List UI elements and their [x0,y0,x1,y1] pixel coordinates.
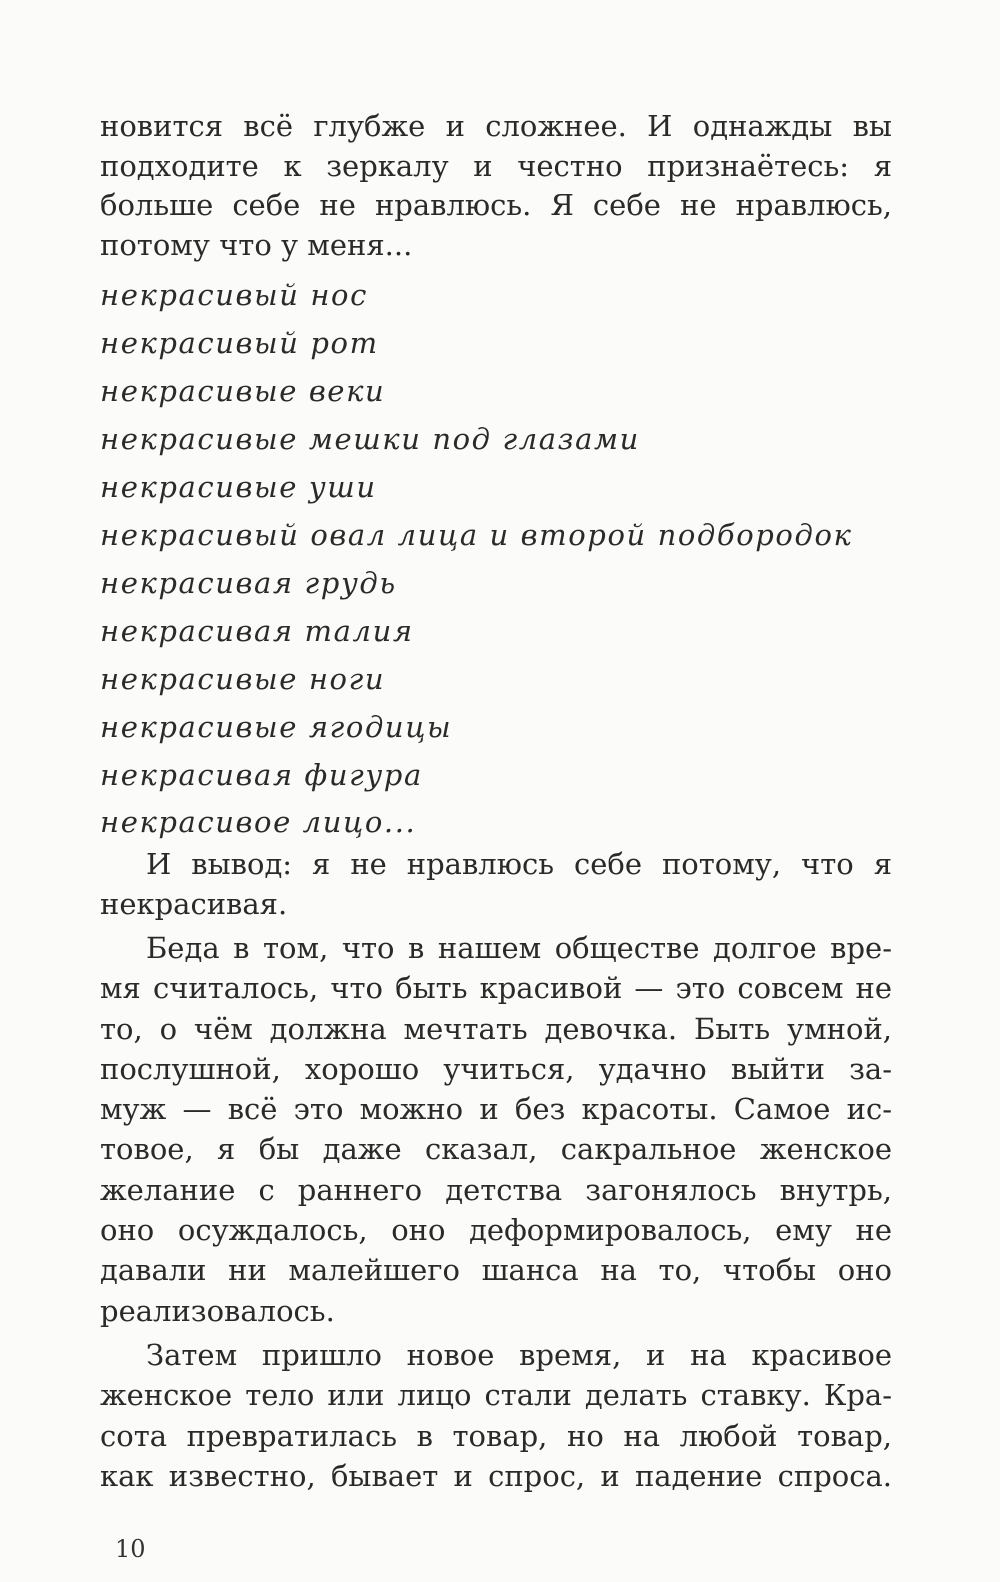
page-number: 10 [115,1535,146,1563]
list-item: некрасивые уши [100,470,377,504]
text-line: Беда в том, что в нашем обществе долгое вре- [146,931,892,965]
list-item: некрасивый овал лица и второй подбородок [100,518,853,552]
text-line: желание с раннего детства загонялось внутрь, [100,1172,892,1207]
text-line: давали ни малейшего шанса на то, чтобы оно [100,1253,892,1288]
intro-paragraph [100,107,892,265]
text-line: то, о чём должна мечтать девочка. Быть умной, [100,1011,892,1046]
conclusion-paragraph [100,845,892,924]
text-line: оно осуждалось, оно деформировалось, ему не [100,1213,892,1248]
italic-list [100,271,892,845]
page-body [100,107,892,1496]
text-line: мя считалось, что быть красивой — это совсем не [100,971,892,1006]
list-item: некрасивая талия [100,614,414,648]
text-line: как известно, бывает и спрос, и падение спроса. [100,1458,892,1493]
text-line: реализовалось. [100,1293,335,1328]
text-line: больше себе не нравлюсь. Я себе не нравлюсь, [100,188,892,222]
list-item: некрасивые ноги [100,662,386,696]
text-line: потому что у меня... [100,227,413,262]
list-item: некрасивая грудь [100,566,397,600]
list-item: некрасивая фигура [100,758,423,792]
text-line: И вывод: я не нравлюсь себе потому, что я [146,847,892,881]
text-line: послушной, хорошо учиться, удачно выйти за- [100,1051,892,1086]
text-line: товое, я бы даже сказал, сакральное женское [100,1132,892,1167]
list-item: некрасивые ягодицы [100,710,453,744]
text-line: сота превратилась в товар, но на любой товар, [100,1418,892,1453]
list-item: некрасивые веки [100,374,386,408]
list-item: некрасивый рот [100,326,379,360]
text-line: новится всё глубже и сложнее. И однажды вы [100,109,892,143]
text-line: подходите к зеркалу и честно признаётесь: я [100,148,892,183]
text-line: некрасивая. [100,886,288,921]
paragraph-2 [100,1335,892,1496]
list-item: некрасивые мешки под глазами [100,422,640,456]
list-item: некрасивое лицо... [100,805,417,839]
text-line: Затем пришло новое время, и на красивое [146,1337,892,1372]
text-line: женское тело или лицо стали делать ставку. Кра- [100,1378,892,1413]
paragraph-1 [100,928,892,1331]
list-item: некрасивый нос [100,278,368,312]
text-line: муж — всё это можно и без красоты. Самое ис- [100,1092,892,1127]
